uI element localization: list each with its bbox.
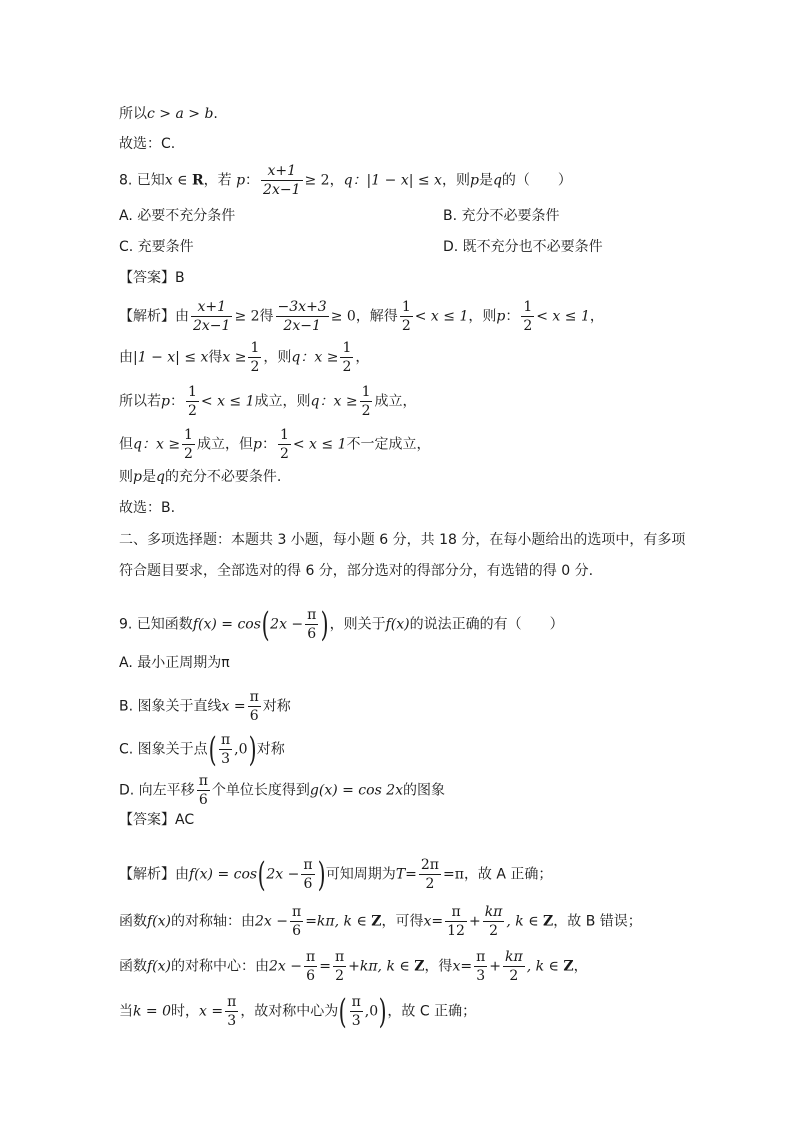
math: ：x ≥: [319, 393, 358, 410]
left-paren: (: [338, 991, 347, 1032]
fraction-half: [360, 383, 373, 420]
math-p: p: [133, 469, 142, 485]
text: 【解析】由: [119, 866, 189, 883]
math: x =: [199, 1003, 224, 1020]
text: 所以: [119, 106, 147, 122]
numerator: 1: [523, 299, 533, 315]
choose-b: 故选：B.: [119, 500, 176, 516]
denominator: 3: [350, 1011, 363, 1030]
right-paren: ): [321, 604, 329, 645]
solution-8-line5: [119, 467, 281, 487]
denominator: 2: [184, 446, 193, 462]
text: 【解析】由: [119, 308, 189, 325]
math-R: R: [191, 172, 204, 189]
denominator: 6: [290, 921, 303, 940]
solution-8-line1: [119, 298, 604, 335]
math-p: p: [161, 393, 170, 410]
right-paren: ): [317, 854, 326, 895]
text: ，则: [468, 308, 497, 325]
fraction-half: [521, 298, 534, 335]
text: 是: [478, 172, 493, 189]
text: ，则: [441, 172, 470, 189]
math-q: q: [155, 469, 165, 485]
denominator: 2x−1: [276, 316, 329, 335]
numerator: 1: [401, 299, 411, 315]
numerator: π: [351, 994, 361, 1010]
math: k = 0: [133, 1003, 172, 1020]
numerator: π: [220, 732, 231, 748]
numerator: π: [476, 949, 486, 965]
math: ：|1 − x| ≤ x: [352, 172, 442, 189]
solution-9-line1: [119, 856, 552, 893]
denominator: 2: [483, 921, 505, 940]
text: 的图象: [403, 782, 446, 799]
math: T=: [395, 866, 417, 883]
denominator: 2: [250, 359, 260, 375]
denominator: 2x−1: [263, 182, 301, 198]
text: 得: [208, 349, 223, 366]
numerator: 1: [279, 427, 289, 443]
math: , k ∈: [506, 913, 544, 930]
denominator: 2: [279, 446, 289, 462]
denominator: 6: [305, 624, 318, 643]
text: ，解得: [355, 308, 398, 325]
text: 函数: [119, 913, 147, 930]
fraction: [191, 298, 232, 335]
math: =π: [443, 866, 464, 883]
numerator: 2π: [420, 857, 439, 873]
text: ，故对称中心为: [240, 1003, 339, 1020]
text: ：: [505, 308, 520, 325]
fraction-pi-6: [290, 903, 303, 940]
numerator: π: [303, 857, 313, 873]
text: D. 向左平移: [119, 782, 195, 799]
math-p: p: [236, 172, 246, 189]
section2-heading-line2: 符合题目要求，全部选对的得 6 分，部分选对的得部分分，有选错的得 0 分.: [119, 563, 594, 579]
left-paren: (: [261, 604, 270, 645]
text: 当: [119, 1003, 133, 1020]
fraction-kpi-2: [483, 903, 505, 940]
math: =kπ, k ∈: [305, 913, 372, 930]
denominator: 6: [197, 790, 210, 809]
math: ≥ 2得: [234, 308, 274, 325]
text: 函数: [119, 958, 147, 975]
solution-9-line3: 函数f(x)的对称中心：由2x − $\frac{\pi}{6}$ = $\frac{\pi}{2}$ +kπ, k ∈ Z，得x= $\frac{\pi}{3}$ + $\frac{k\pi}{2}$ , k ∈ Z，: [119, 949, 588, 984]
text: 不一定成立，: [346, 436, 431, 453]
denominator: 2: [187, 403, 197, 419]
denominator: 3: [219, 749, 232, 768]
option-9b: [119, 688, 291, 725]
numerator: 1: [187, 384, 197, 400]
numerator: x+1: [197, 299, 226, 315]
denominator: 2: [503, 966, 525, 985]
math: +: [489, 958, 502, 975]
text: 个单位长度得到: [211, 782, 310, 799]
option-9a: A. 最小正周期为π: [119, 655, 230, 671]
math: x ∈: [164, 172, 192, 189]
math: ：x ≥: [141, 436, 181, 453]
fraction: [261, 162, 302, 199]
math: ,0: [364, 1003, 379, 1020]
math-Z: Z: [543, 913, 554, 930]
numerator: 1: [250, 340, 260, 356]
math: < x ≤ 1: [414, 308, 469, 325]
text: 的对称轴：由: [171, 913, 256, 930]
text: ：: [245, 172, 260, 189]
text: 但: [119, 436, 133, 453]
fraction-pi-6: [197, 772, 210, 809]
numerator: π: [249, 689, 259, 705]
text: ，: [355, 349, 370, 366]
solution-8-line3: [119, 383, 416, 420]
text: ，则关于: [329, 616, 386, 633]
right-paren: ): [248, 729, 257, 770]
text: ：: [169, 393, 184, 410]
text: ，故 B 错误；: [553, 913, 642, 930]
text: ，故 A 正确；: [463, 866, 553, 883]
option-9c: [119, 731, 285, 768]
numerator: π: [227, 994, 237, 1010]
text: 的充分不必要条件.: [164, 469, 282, 485]
math: |1 − x| ≤ x: [133, 349, 209, 366]
math: 2x −: [255, 913, 288, 930]
fraction-pi-3: [225, 993, 238, 1030]
numerator: π: [306, 949, 316, 965]
math: 2x −: [270, 616, 304, 633]
fraction-pi-6: [248, 688, 261, 725]
denominator: 2x−1: [193, 318, 231, 334]
math: +kπ, k ∈: [348, 958, 415, 975]
numerator: π: [198, 773, 208, 789]
text: B. 图象关于直线: [119, 698, 222, 715]
fraction: [276, 298, 329, 335]
math: ,0: [234, 741, 248, 758]
text: 时，: [171, 1003, 200, 1020]
option-8d: D. 既不充分也不必要条件: [443, 239, 603, 255]
math: , k ∈: [526, 958, 564, 975]
q-num: 9. 已知函数: [119, 616, 193, 633]
text: ，可得: [381, 913, 424, 930]
denominator: 6: [301, 874, 314, 893]
text: 的（ ）: [501, 172, 572, 189]
fraction-half: [186, 383, 199, 420]
math: x=: [423, 913, 444, 930]
solution-8-line4: [119, 426, 430, 463]
fraction-half: [248, 339, 261, 376]
text: ，若: [203, 172, 237, 189]
text: 所以若: [119, 393, 161, 410]
text: 成立，: [374, 393, 417, 410]
math-Z: Z: [371, 913, 382, 930]
math: x ≥: [222, 349, 247, 366]
math: x=: [452, 958, 473, 975]
text: 的对称中心：由: [171, 958, 270, 975]
denominator: 2: [419, 874, 441, 893]
math: < x ≤ 1: [536, 308, 590, 325]
denominator: 3: [225, 1011, 238, 1030]
option-8b: B. 充分不必要条件: [443, 208, 560, 224]
denominator: 12: [447, 923, 465, 939]
math: g(x) = cos 2x: [309, 782, 404, 799]
fraction-pi-3: [474, 948, 487, 985]
option-8a: A. 必要不充分条件: [119, 208, 236, 224]
fraction-half: [278, 426, 291, 463]
question-9: [119, 606, 564, 643]
denominator: 2: [523, 318, 533, 334]
text: 则: [119, 469, 133, 485]
solution-9-line2: [119, 903, 642, 940]
text: ：: [261, 436, 276, 453]
numerator: π: [307, 607, 317, 623]
numerator: −3x+3: [277, 299, 327, 315]
numerator: x+1: [267, 163, 297, 179]
option-8c: C. 充要条件: [119, 239, 194, 255]
fraction-pi-3: [219, 731, 232, 768]
answer-9: 【答案】AC: [119, 812, 195, 828]
math-p: p: [252, 436, 262, 453]
fraction-pi-12: [445, 903, 467, 940]
numerator: kπ: [505, 949, 523, 965]
numerator: 1: [361, 384, 371, 400]
math: f(x): [147, 958, 172, 975]
math: +: [468, 913, 481, 930]
numerator: π: [292, 904, 302, 920]
math: f(x): [385, 616, 410, 633]
q-num: 8. 已知: [119, 172, 165, 189]
left-paren: (: [257, 854, 266, 895]
text: 对称: [256, 741, 285, 758]
numerator: π: [451, 904, 461, 920]
math: f(x): [147, 913, 172, 930]
math-q: q: [343, 172, 353, 189]
text: C. 图象关于点: [119, 741, 208, 758]
line-conclusion: [119, 104, 218, 124]
math-q: q: [310, 393, 320, 410]
fraction-pi-6: [305, 606, 318, 643]
text: 成立，但: [196, 436, 253, 453]
text: 的说法正确的有（ ）: [409, 616, 564, 633]
fraction-pi-6: [304, 948, 317, 985]
fraction-half: [400, 298, 413, 335]
denominator: 3: [474, 966, 487, 985]
denominator: 2: [342, 359, 352, 375]
math: ≥ 2: [304, 172, 330, 189]
denominator: 2: [333, 966, 346, 985]
text: 由: [119, 349, 133, 366]
fraction-kpi-2: [503, 948, 525, 985]
fraction-pi-2: [333, 948, 346, 985]
text: ，得: [424, 958, 453, 975]
text: ，: [589, 308, 604, 325]
solution-8-line2: [119, 339, 369, 376]
math-q: q: [291, 349, 301, 366]
numerator: 1: [184, 427, 193, 443]
math-p: p: [469, 172, 479, 189]
text: ，: [573, 958, 588, 975]
left-paren: (: [208, 729, 217, 770]
text: ，故 C 正确；: [387, 1003, 477, 1020]
math-q: q: [133, 436, 142, 453]
math-Z: Z: [563, 958, 574, 975]
choose-c: 故选：C.: [119, 136, 176, 152]
text: 是: [141, 469, 156, 485]
denominator: 2: [401, 318, 411, 334]
math-p: p: [496, 308, 506, 325]
option-9d: [119, 772, 445, 809]
fraction-pi-3: [350, 993, 363, 1030]
fraction-pi-6: [301, 856, 314, 893]
text: 成立，则: [254, 393, 311, 410]
math: 2x −: [266, 866, 300, 883]
numerator: kπ: [484, 904, 503, 920]
text: 对称: [262, 698, 291, 715]
math: f(x) = cos: [192, 616, 261, 633]
math: ：x ≥: [300, 349, 339, 366]
math: f(x) = cos: [189, 866, 258, 883]
text: ，则: [263, 349, 292, 366]
math: < x ≤ 1: [200, 393, 255, 410]
numerator: 1: [342, 340, 352, 356]
right-paren: ): [378, 991, 387, 1032]
math: 2x −: [269, 958, 302, 975]
fraction-2pi-2: [419, 856, 441, 893]
text: 可知周期为: [325, 866, 396, 883]
math: x =: [221, 698, 246, 715]
denominator: 6: [304, 966, 317, 985]
text: ，: [329, 172, 344, 189]
math: c > a > b: [147, 106, 214, 122]
fraction-half: [182, 426, 195, 463]
numerator: π: [334, 949, 345, 965]
denominator: 6: [248, 706, 261, 725]
question-8: [119, 162, 572, 199]
section2-heading-line1: 二、多项选择题：本题共 3 小题，每小题 6 分，共 18 分，在每小题给出的选项中，有多项: [119, 532, 686, 548]
math-Z: Z: [414, 958, 425, 975]
denominator: 2: [361, 403, 371, 419]
text: .: [213, 106, 218, 122]
math-q: q: [492, 172, 502, 189]
math: ≥ 0: [330, 308, 356, 325]
math: < x ≤ 1: [292, 436, 347, 453]
answer-8: 【答案】B: [119, 270, 185, 286]
solution-9-line4: [119, 993, 476, 1030]
fraction-half: [340, 339, 353, 376]
